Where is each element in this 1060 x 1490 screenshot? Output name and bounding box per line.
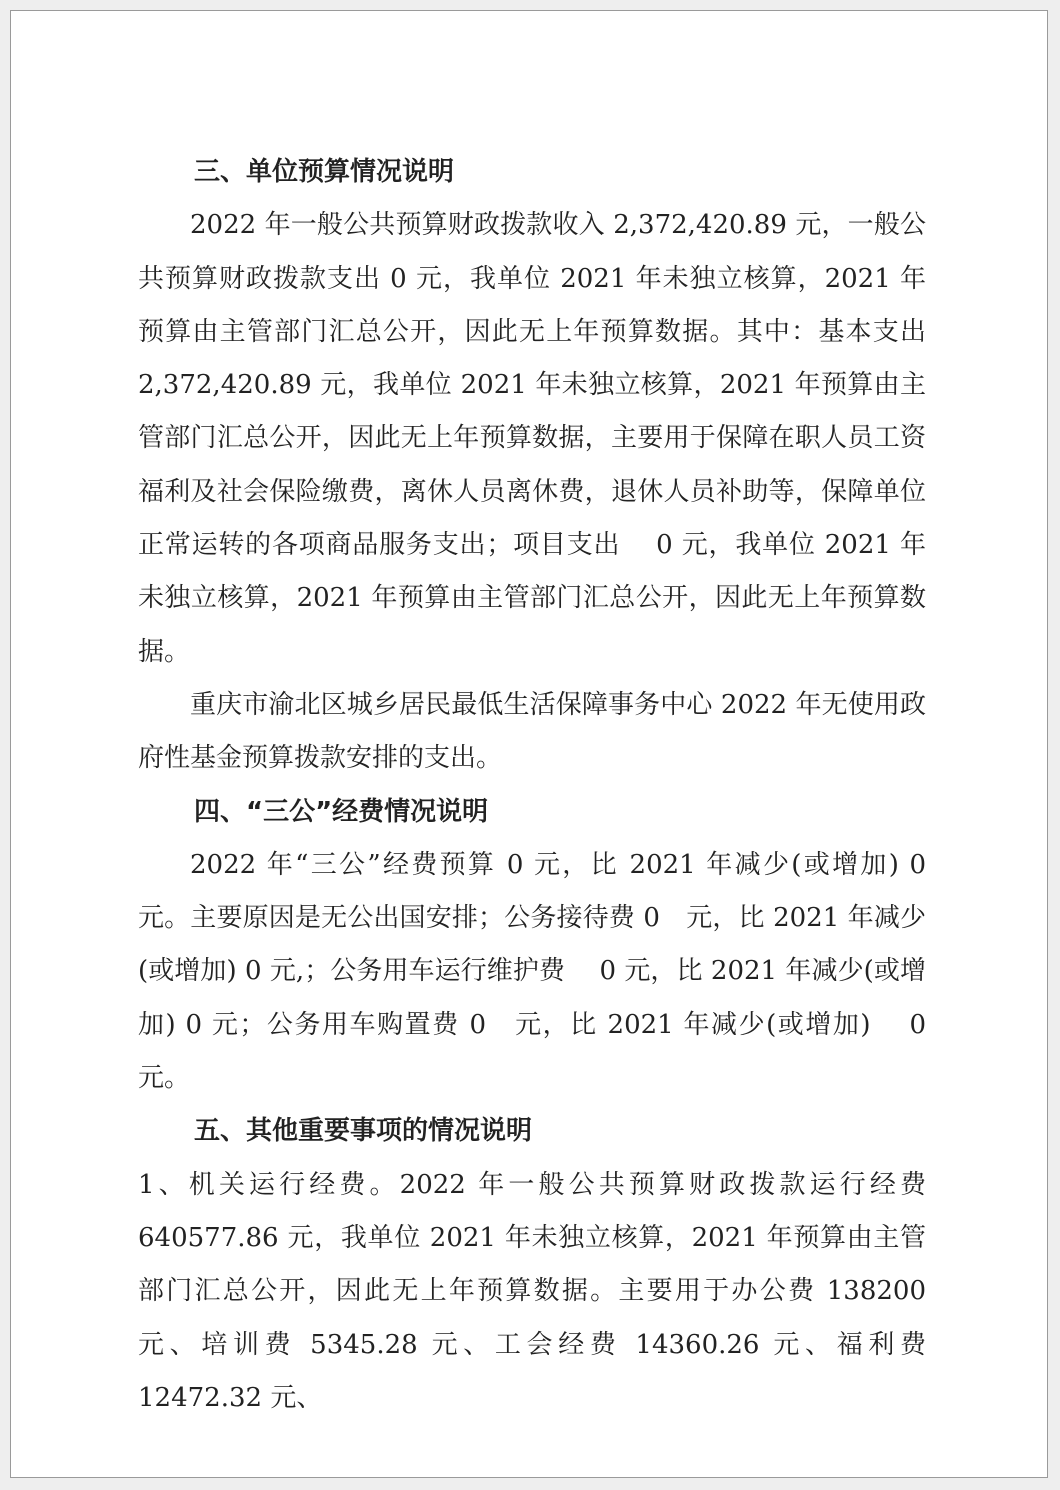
paragraph-operating-expenses: 1、机关运行经费。2022 年一般公共预算财政拨款运行经费 640577.86 元，我单位 2021 年未独立核算，2021 年预算由主管部门汇总公开，因此无上年预算数据。主要用于办公费 138200 元、培训费 5345.28 元、工会经费 14360.26 元、福利费 12472.32 元、: [138, 1169, 926, 1413]
paragraph-budget-overview: 2022 年一般公共预算财政拨款收入 2,372,420.89 元，一般公共预算财政拨款支出 0 元，我单位 2021 年未独立核算，2021 年预算由主管部门汇总公开，因此无上年预算数据。其中：基本支出 2,372,420.89 元，我单位 2021 年未独立核算，2021 年预算由主管部门汇总公开，因此无上年预算数据，主要用于保障在职人员工资福利及社会保险缴费，离休人员离休费，退休人员补助等，保障单位正常运转的各项商品服务支出；项目支出 0 元，我单位 2021 年未独立核算，2021 年预算由主管部门汇总公开，因此无上年预算数据。: [138, 210, 926, 667]
section-heading-5: 五、其他重要事项的情况说明: [194, 1116, 533, 1147]
document-page: [10, 10, 1048, 1478]
paragraph-government-fund: 重庆市渝北区城乡居民最低生活保障事务中心 2022 年无使用政府性基金预算拨款安排的支出。: [138, 689, 926, 774]
paragraph-three-public-expenses: 2022 年“三公”经费预算 0 元，比 2021 年减少(或增加) 0 元。主要原因是无公出国安排；公务接待费 0 元，比 2021 年减少(或增加) 0 元,；公务用车运行维护费 0 元，比 2021 年减少(或增加) 0 元；公务用车购置费 0 元，比 2021 年减少(或增加) 0 元。: [138, 849, 926, 1094]
section-heading-3: 三、单位预算情况说明: [194, 157, 455, 187]
document-body: [138, 146, 926, 1425]
section-heading-4: 四、“三公”经费情况说明: [194, 796, 489, 827]
